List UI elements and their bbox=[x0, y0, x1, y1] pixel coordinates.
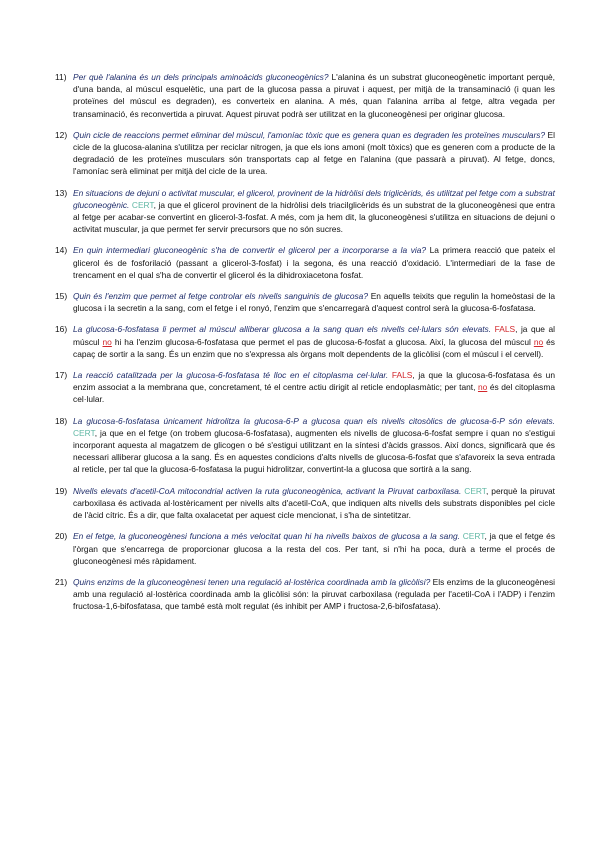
question-text: En el fetge, la gluconeogènesi funciona a més velocitat quan hi ha nivells baixos de glucosa a la sang. bbox=[73, 531, 460, 542]
question-text: Per què l'alanina és un dels principals aminoàcids gluconeogènics? bbox=[73, 72, 329, 82]
answer-text: , perquè la piruvat carboxilasa és activada al·lostèricament per nivells alts d'acetil-CoA, que indiquen alts nivells dels substrats disponibles pel cicle de l'àcid cítric. És a dir, que falta oxalacetat per aquest cicle mencionat, i s'ha de sintetitzar. bbox=[73, 485, 555, 521]
answer-text: La primera reacció que pateix el glicerol és de fosforilació (passant a glicerol-3-fosfat) i la segona, és una reacció d'oxidació. L'intermediari de la fase de trencament en el qual s'ha de convertir el glicerol és la dihidroxiacetona fosfat. bbox=[73, 245, 555, 280]
question-text: La glucosa-6-fosfatasa únicament hidrolitza la glucosa-6-P a glucosa quan els nivells citosòlics de glucosa-6-P són elevats. bbox=[73, 415, 555, 426]
question-number: 17) bbox=[55, 370, 68, 381]
question-list bbox=[55, 71, 555, 622]
answer-text: Els enzims de la gluconeogènesi amb una regulació al·lostèrica coordinada amb la glicòlisi són: la piruvat carboxilasa (regulada per l'acetil-CoA i l'ADP) i l'enzim fructosa-1,6-bifosfatasa, que també està molt regulat (és inhibit per AMP i fructosa-2,6-bifosfatasa). bbox=[73, 576, 555, 612]
question-item-15 bbox=[55, 290, 555, 314]
answer-text: , ja que el fetge és l'òrgan que s'encarrega de proporcionar glucosa a la resta del cos. Per tant, si n'hi ha poca, durà a terme el procés de gluconeogènesi més ràpidament. bbox=[73, 531, 556, 566]
verdict-label: CERT bbox=[73, 427, 95, 438]
question-number: 11) bbox=[55, 72, 67, 82]
verdict-label: FALS bbox=[391, 370, 413, 381]
question-number: 21) bbox=[55, 576, 68, 587]
verdict-label: CERT bbox=[464, 485, 486, 496]
question-item-18 bbox=[55, 415, 555, 476]
question-item-14 bbox=[55, 244, 555, 281]
question-number: 19) bbox=[55, 485, 68, 496]
question-item-12 bbox=[55, 129, 555, 178]
question-item-16 bbox=[55, 323, 555, 360]
answer-text: , ja que la glucosa-6-fosfatasa és un enzim associat a la membrana que, concretament, té el centre actiu dirigit al reticle endoplasmàtic; per tant, bbox=[73, 370, 555, 393]
question-item-21 bbox=[55, 576, 555, 613]
question-text: Quin cicle de reaccions permet eliminar del múscul, l'amoníac tòxic que es genera quan es degraden les proteïnes musculars? bbox=[73, 129, 546, 140]
question-text: Quin és l'enzim que permet al fetge controlar els nivells sanguinis de glucosa? bbox=[73, 291, 368, 302]
negation-highlight: no bbox=[533, 336, 544, 347]
negation-highlight: no bbox=[477, 382, 488, 393]
question-text: La reacció catalitzada per la glucosa-6-fosfatasa té lloc en el citoplasma cel·lular. bbox=[73, 370, 389, 381]
question-item-13 bbox=[55, 187, 555, 236]
answer-text: hi ha l'enzim glucosa-6-fosfatasa que permet el pas de glucosa-6-fosfat a glucosa. Així, la glucosa del múscul bbox=[111, 336, 534, 347]
answer-text: , ja que al múscul bbox=[73, 324, 555, 347]
question-number: 13) bbox=[55, 187, 68, 198]
question-text: Quins enzims de la gluconeogènesi tenen una regulació al·lostèrica coordinada amb la glicòlisi? bbox=[73, 576, 431, 587]
answer-text: El cicle de la glucosa-alanina s'utilitza per reciclar nitrogen, ja que els ions amoni (molt tòxics) que es generen com a producte de la degradació de les proteïnes musculars són transportats cap al fetge en l'alanina (que passarà a piruvat). Al fetge, doncs, l'amoníac serà eliminat per mitjà del cicle de la urea. bbox=[73, 129, 555, 177]
question-text: La glucosa-6-fosfatasa li permet al múscul alliberar glucosa a la sang quan els nivells cel·lulars són elevats. bbox=[73, 324, 492, 335]
negation-highlight: no bbox=[102, 336, 112, 347]
question-number: 15) bbox=[55, 291, 68, 302]
question-text: En quin intermediari gluconeogènic s'ha de convertir el glicerol per a incorporarse a la via? bbox=[73, 245, 427, 256]
question-item-20 bbox=[55, 530, 555, 567]
verdict-label: CERT bbox=[131, 199, 154, 210]
answer-text: és capaç de sortir a la sang. És un enzim que no s'expressa als òrgans molt dependents de la glicòlisi (com el múscul i el cervell). bbox=[73, 336, 555, 359]
question-number: 18) bbox=[55, 415, 68, 426]
question-number: 16) bbox=[55, 324, 68, 335]
question-item-19 bbox=[55, 485, 555, 522]
question-number: 20) bbox=[55, 531, 68, 542]
question-text: En situacions de dejuni o activitat muscular, el glicerol, provinent de la hidròlisi dels triglicèrids, és utilitzat pel fetge com a substrat gluconeogènic. bbox=[73, 187, 555, 210]
question-item-11 bbox=[55, 71, 555, 120]
answer-text: és del citoplasma cel·lular. bbox=[73, 382, 555, 405]
answer-text: En aquells teixits que regulin la homeòstasi de la glucosa i la secretin a la sang, com el fetge i el ronyó, l'enzim que s'encarregarà d'aquest control serà la glucosa-6-fosfatasa. bbox=[73, 291, 555, 314]
question-text: Nivells elevats d'acetil-CoA mitocondrial activen la ruta gluconeogènica, activant la Piruvat carboxilasa. bbox=[73, 485, 462, 496]
question-number: 12) bbox=[55, 129, 68, 140]
answer-text: , ja que en el fetge (on trobem glucosa-6-fosfatasa), augmenten els nivells de glucosa-6-fosfat sempre i quan no s'estigui incorporant aquesta al magatzem de glicogen o bé s'estigui utilitzant en la síntesi d'àcids grassos. Així doncs, significarà que és necessari alliberar glucosa a la sang. És en aquestes condicions d'alts nivells de glucosa-6-fosfat que s'afavoreix la seva entrada al reticle, per tal que la glucosa-6-fosfatasa la pugui hidrolitzar, convertint-la a glucosa que sortirà a la sang. bbox=[73, 427, 555, 475]
answer-text: , ja que el glicerol provinent de la hidròlisi dels triacilglicèrids és un substrat de la gluconeogènesi que entra al fetge per acabar-se convertint en glicerol-3-fosfat. A més, com ja hem dit, la gluconeogènesi s'utilitza en situacions de dejuni o activitat muscular, ja que permet fer servir precursors que no són sucres. bbox=[73, 199, 555, 235]
question-item-17 bbox=[55, 369, 555, 406]
verdict-label: FALS bbox=[494, 324, 516, 335]
question-number: 14) bbox=[55, 245, 68, 256]
verdict-label: CERT bbox=[462, 531, 485, 542]
answer-text: L'alanina és un substrat gluconeogènetic important perquè, d'una banda, al múscul esquelètic, una part de la glucosa passa a piruvat i aquest, per mitjà de la transaminació (i quan les proteïnes del múscul es degraden), es converteix en alanina. A més, quan l'alanina arriba al fetge, altra vegada per transaminació, és reconvertida a piruvat. Aquest piruvat podrà ser utilitzat en la gluconeogènesi per originar glucosa. bbox=[73, 72, 555, 119]
